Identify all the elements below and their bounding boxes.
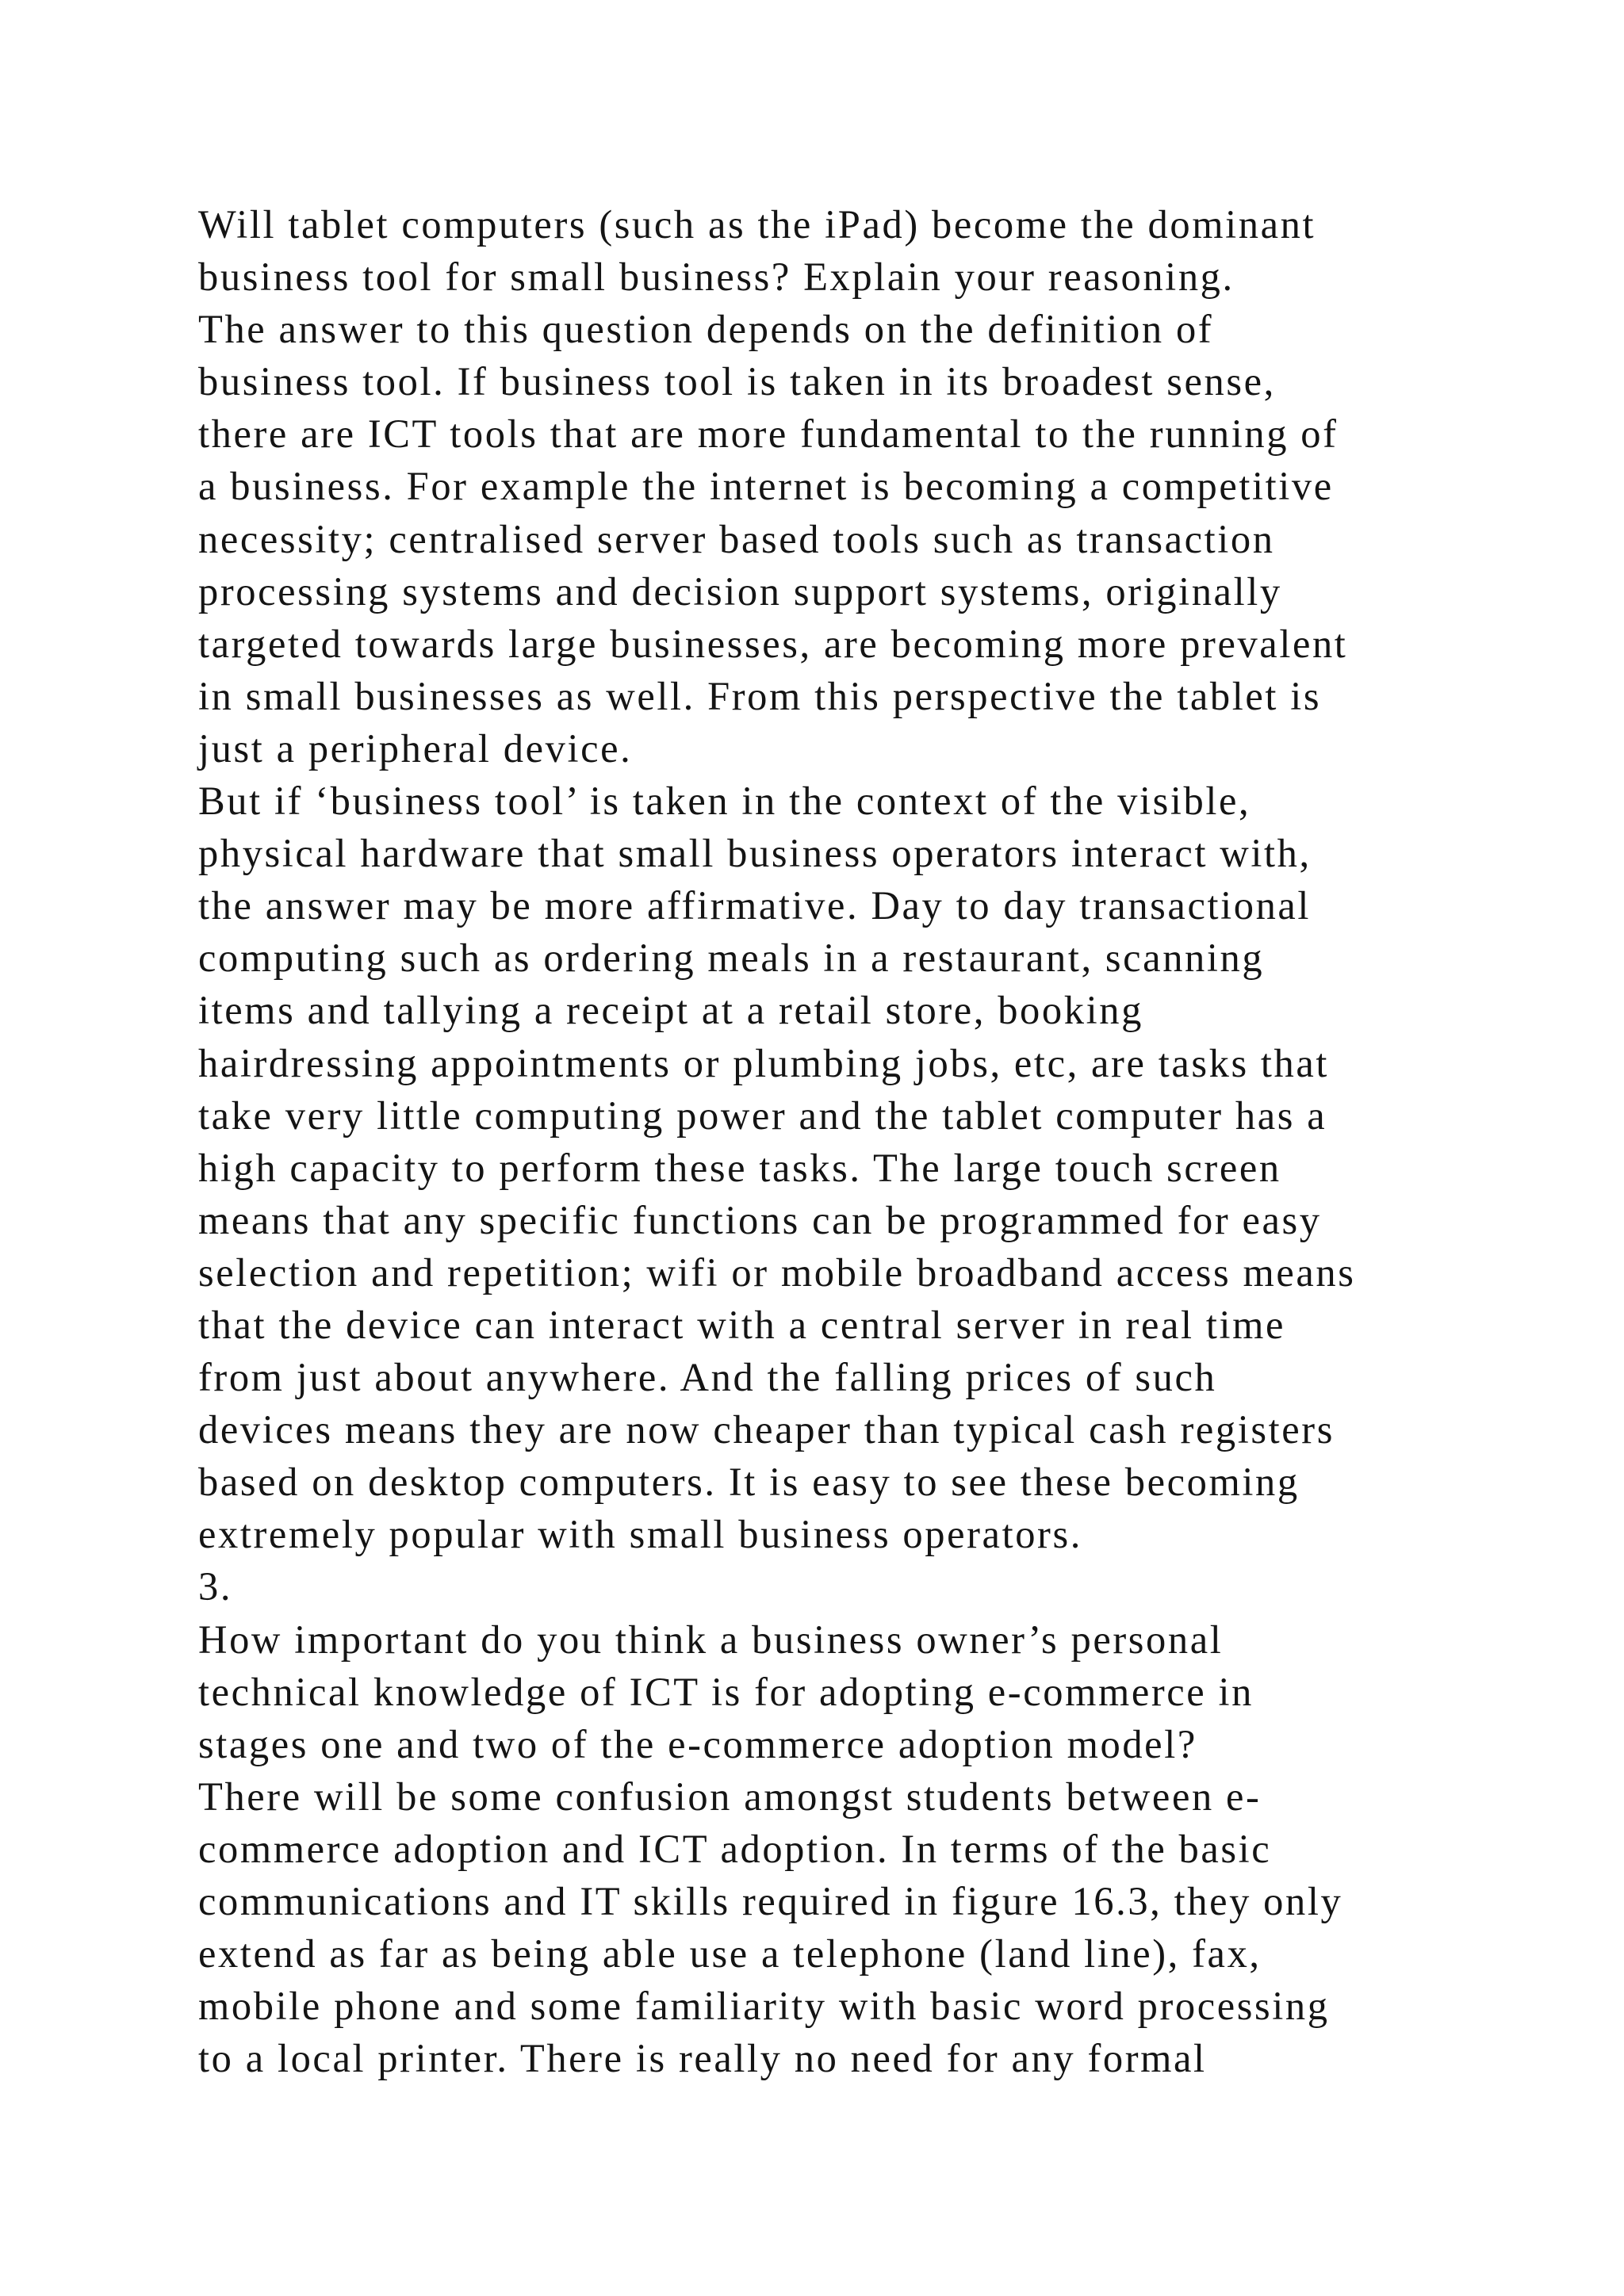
section-number: 3.: [198, 1564, 233, 1609]
text-line: stages one and two of the e-commerce adoption model?: [198, 1721, 1197, 1766]
text-line: necessity; centralised server based tools such as transaction: [198, 516, 1275, 561]
text-line: there are ICT tools that are more fundamental to the running of: [198, 411, 1339, 457]
text-line: How important do you think a business owner’s personal: [198, 1617, 1224, 1662]
text-line: take very little computing power and the tablet computer has a: [198, 1093, 1327, 1138]
text-line: There will be some confusion amongst students between e-: [198, 1774, 1262, 1819]
text-line: mobile phone and some familiarity with basic word processing: [198, 1984, 1330, 2029]
text-line: extremely popular with small business operators.: [198, 1512, 1082, 1557]
document-text: [198, 198, 1546, 2084]
text-line: selection and repetition; wifi or mobile broadband access means: [198, 1249, 1356, 1295]
text-line: from just about anywhere. And the falling prices of such: [198, 1355, 1217, 1400]
text-line: technical knowledge of ICT is for adopting e-commerce in: [198, 1669, 1254, 1714]
text-line: high capacity to perform these tasks. The large touch screen: [198, 1145, 1281, 1190]
text-line: business tool. If business tool is taken in its broadest sense,: [198, 359, 1276, 404]
text-line: based on desktop computers. It is easy to see these becoming: [198, 1460, 1300, 1505]
text-line: processing systems and decision support systems, originally: [198, 568, 1282, 614]
text-line: the answer may be more affirmative. Day to day transactional: [198, 883, 1312, 928]
text-line: a business. For example the internet is becoming a competitive: [198, 464, 1334, 509]
text-line: extend as far as being able use a telephone (land line), fax,: [198, 1931, 1262, 1976]
text-line: But if ‘business tool’ is taken in the context of the visible,: [198, 779, 1251, 824]
text-line: items and tallying a receipt at a retail store, booking: [198, 988, 1143, 1033]
text-line: communications and IT skills required in figure 16.3, they only: [198, 1879, 1343, 1923]
text-line: Will tablet computers (such as the iPad) become the dominant: [198, 202, 1316, 247]
text-line: to a local printer. There is really no need for any formal: [198, 2036, 1207, 2081]
text-line: devices means they are now cheaper than typical cash registers: [198, 1407, 1335, 1452]
text-line: physical hardware that small business operators interact with,: [198, 831, 1312, 876]
text-line: computing such as ordering meals in a restaurant, scanning: [198, 936, 1265, 981]
text-line: targeted towards large businesses, are becoming more prevalent: [198, 621, 1348, 666]
text-line: just a peripheral device.: [198, 725, 633, 771]
text-line: The answer to this question depends on the definition of: [198, 307, 1214, 352]
text-line: means that any specific functions can be programmed for easy: [198, 1197, 1322, 1242]
text-line: business tool for small business? Explain your reasoning.: [198, 254, 1235, 300]
text-line: that the device can interact with a central server in real time: [198, 1302, 1285, 1347]
text-line: in small businesses as well. From this perspective the tablet is: [198, 673, 1322, 718]
text-line: commerce adoption and ICT adoption. In terms of the basic: [198, 1826, 1272, 1871]
text-line: hairdressing appointments or plumbing jobs, etc, are tasks that: [198, 1040, 1330, 1085]
